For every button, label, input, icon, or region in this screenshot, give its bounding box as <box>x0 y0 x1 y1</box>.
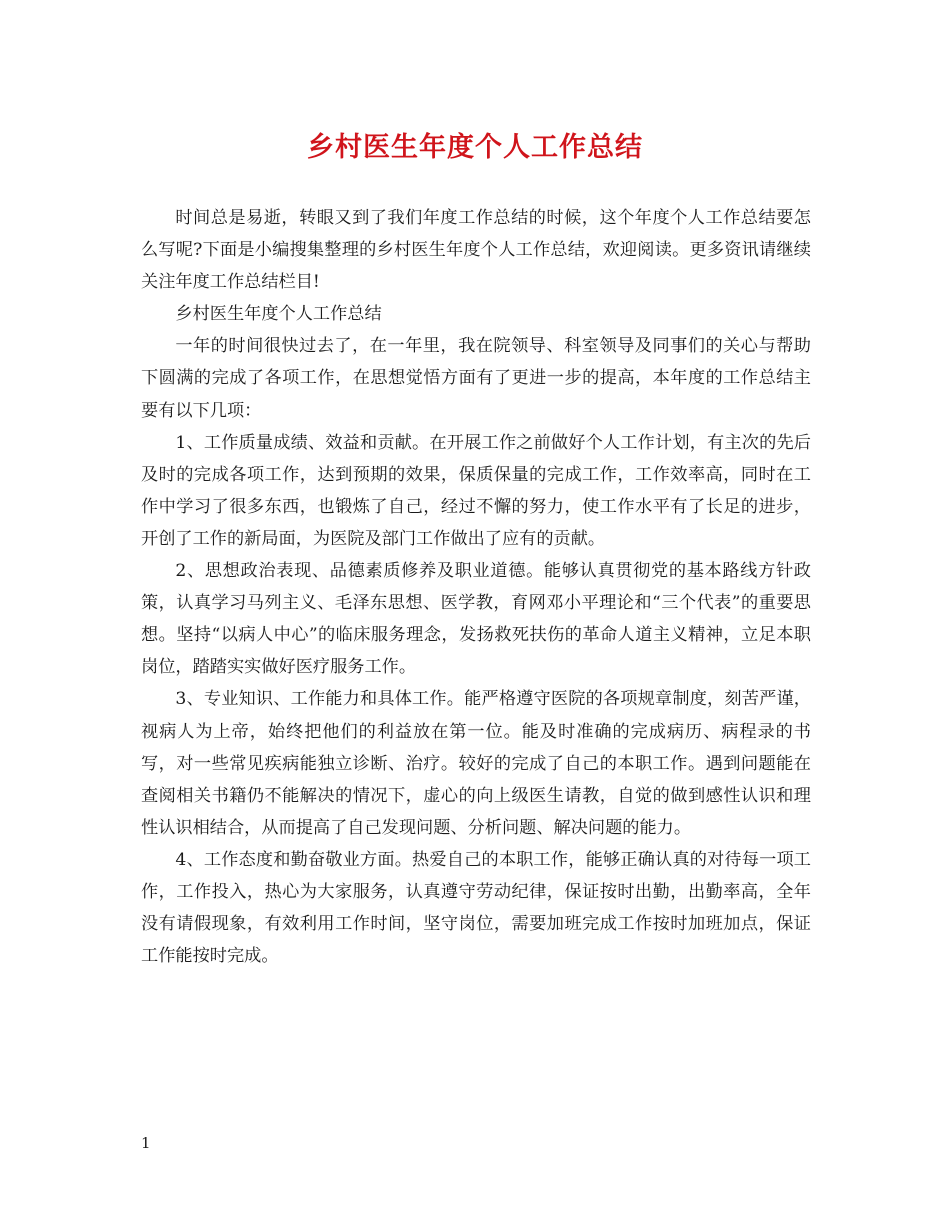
section-heading: 乡村医生年度个人工作总结 <box>175 304 382 325</box>
item-4-paragraph: 4、工作态度和勤奋敬业方面。热爱自己的本职工作，能够正确认真的对待每一项工作，工作投入，热心为大家服务，认真遵守劳动纪律，保证按时出勤，出勤率高，全年没有请假现象，有效利用工作时间，坚守岗位，需要加班完成工作按时加班加点，保证工作能按时完成。 <box>141 849 811 967</box>
opening-paragraph: 一年的时间很快过去了，在一年里，我在院领导、科室领导及同事们的关心与帮助下圆满的完成了各项工作，在思想觉悟方面有了更进一步的提高，本年度的工作总结主要有以下几项： <box>141 336 811 421</box>
intro-paragraph: 时间总是易逝，转眼又到了我们年度工作总结的时候，这个年度个人工作总结要怎么写呢?下面是小编搜集整理的乡村医生年度个人工作总结，欢迎阅读。更多资讯请继续关注年度工作总结栏目! <box>141 208 811 293</box>
item-1-paragraph: 1、工作质量成绩、效益和贡献。在开展工作之前做好个人工作计划，有主次的先后及时的完成各项工作，达到预期的效果，保质保量的完成工作，工作效率高，同时在工作中学习了很多东西，也锻炼了自己，经过不懈的努力，使工作水平有了长足的进步，开创了工作的新局面，为医院及部门工作做出了应有的贡献。 <box>141 432 811 549</box>
page-number: 1 <box>141 1134 151 1152</box>
document-title: 乡村医生年度个人工作总结 <box>307 132 643 163</box>
document-body <box>141 202 811 972</box>
item-3-paragraph: 3、专业知识、工作能力和具体工作。能严格遵守医院的各项规章制度，刻苦严谨，视病人为上帝，始终把他们的利益放在第一位。能及时准确的完成病历、病程录的书写，对一些常见疾病能独立诊断、治疗。较好的完成了自己的本职工作。遇到问题能在查阅相关书籍仍不能解决的情况下，虚心的向上级医生请教，自觉的做到感性认识和理性认识相结合，从而提高了自己发现问题、分析问题、解决问题的能力。 <box>141 689 811 838</box>
item-2-paragraph: 2、思想政治表现、品德素质修养及职业道德。能够认真贯彻党的基本路线方针政策，认真学习马列主义、毛泽东思想、医学教，育网邓小平理论和“三个代表”的重要思想。坚持“以病人中心”的临床服务理念，发扬救死扶伤的革命人道主义精神，立足本职岗位，踏踏实实做好医疗服务工作。 <box>141 561 811 678</box>
